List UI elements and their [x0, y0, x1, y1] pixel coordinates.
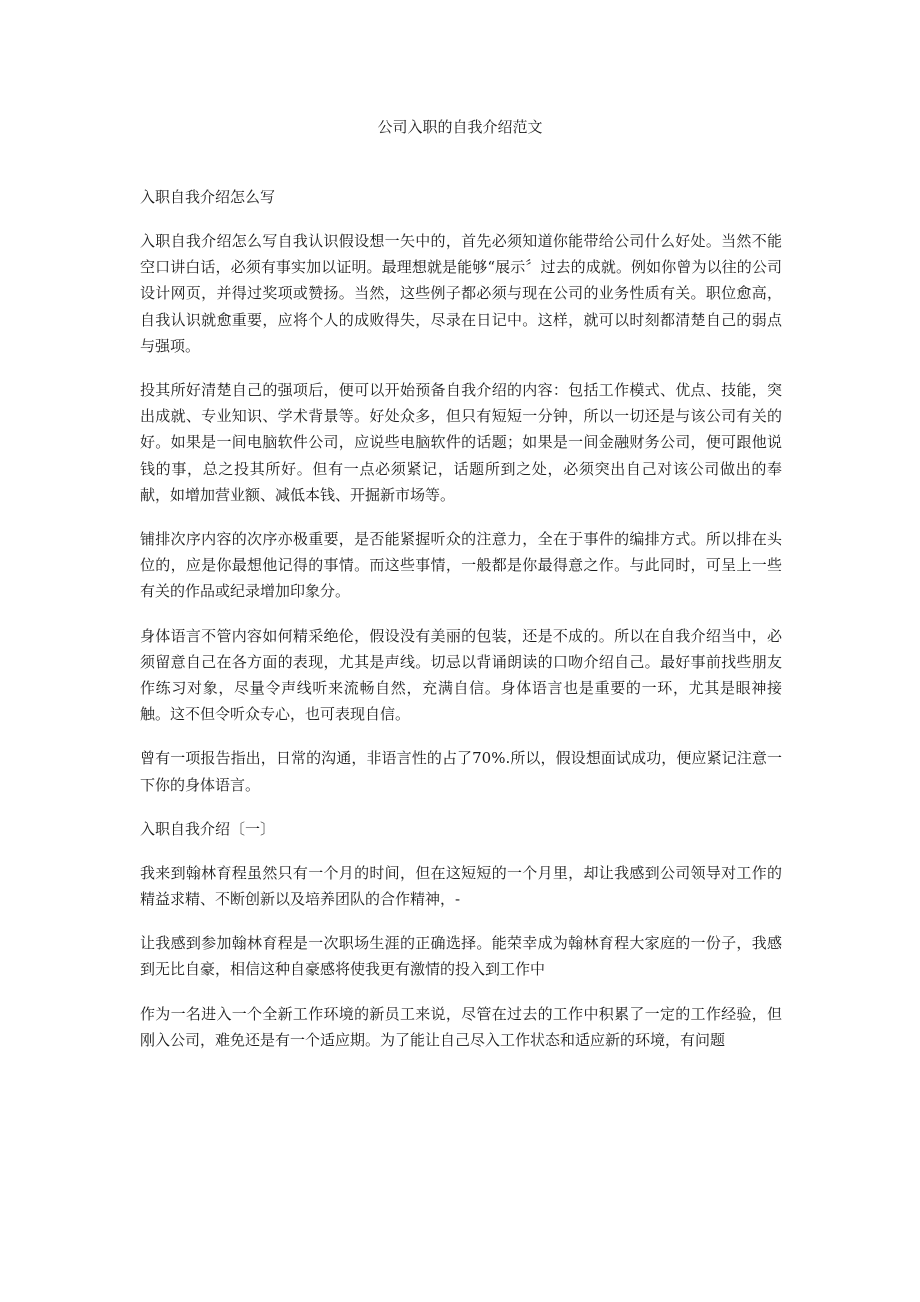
- paragraph-ordering: 铺排次序内容的次序亦极重要，是否能紧握听众的注意力，全在于事件的编排方式。所以排在头位的，应是你最想他记得的事情。而这些事情，一般都是你最得意之作。与此同时，可呈上一些有关的作品或纪录增加印象分。: [140, 530, 782, 601]
- paragraph-body-language: 身体语言不管内容如何精采绝伦，假设没有美丽的包装，还是不成的。所以在自我介绍当中，必须留意自己在各方面的表现，尤其是声线。切忌以背诵朗读的口吻介绍自己。最好事前找些朋友作练习对象，尽量令声线听来流畅自然，充满自信。身体语言也是重要的一环，尤其是眼神接触。这不但令听众专心，也可表现自信。: [140, 626, 782, 724]
- paragraph-nonverbal-report: 曾有一项报告指出，日常的沟通，非语言性的占了70%.所以，假设想面试成功，便应紧记注意一下你的身体语言。: [140, 749, 782, 794]
- paragraph-arrival: 我来到翰林育程虽然只有一个月的时间，但在这短短的一个月里，却让我感到公司领导对工作的精益求精、不断创新以及培养团队的合作精神，-: [140, 863, 782, 909]
- paragraph-new-employee: 作为一名进入一个全新工作环境的新员工来说，尽管在过去的工作中积累了一定的工作经验，但刚入公司，难免还是有一个适应期。为了能让自己尽入工作状态和适应新的环境，有问题: [140, 1004, 782, 1049]
- document-title: 公司入职的自我介绍范文: [377, 118, 543, 136]
- paragraph-right-choice: 让我感到参加翰林育程是一次职场生涯的正确选择。能荣幸成为翰林育程大家庭的一份子，我感到无比自豪，相信这种自豪感将使我更有激情的投入到工作中: [140, 934, 782, 979]
- section-heading-intro-one: 入职自我介绍〔一〕: [140, 819, 276, 838]
- section-heading-how-to-write: 入职自我介绍怎么写: [140, 188, 276, 206]
- paragraph-self-awareness: 入职自我介绍怎么写自我认识假设想一矢中的，首先必须知道你能带给公司什么好处。当然不能空口讲白话，必须有事实加以证明。最理想就是能够“展示〞过去的成就。例如你曾为以往的公司设计网页，并得过奖项或赞扬。当然，这些例子都必须与现在公司的业务性质有关。职位愈高，自我认识就愈重要，应将个人的成败得失，尽录在日记中。这样，就可以时刻都清楚自己的弱点与强项。: [140, 232, 782, 355]
- document-body: [140, 184, 782, 1071]
- paragraph-cater-to-interests: 投其所好清楚自己的强项后，便可以开始预备自我介绍的内容：包括工作模式、优点、技能，突出成就、专业知识、学术背景等。好处众多，但只有短短一分钟，所以一切还是与该公司有关的好。如果是一间电脑软件公司，应说些电脑软件的话题；如果是一间金融财务公司，便可跟他说钱的事，总之投其所好。但有一点必须紧记，话题所到之处，必须突出自己对该公司做出的奉献，如增加营业额、减低本钱、开掘新市场等。: [140, 381, 782, 504]
